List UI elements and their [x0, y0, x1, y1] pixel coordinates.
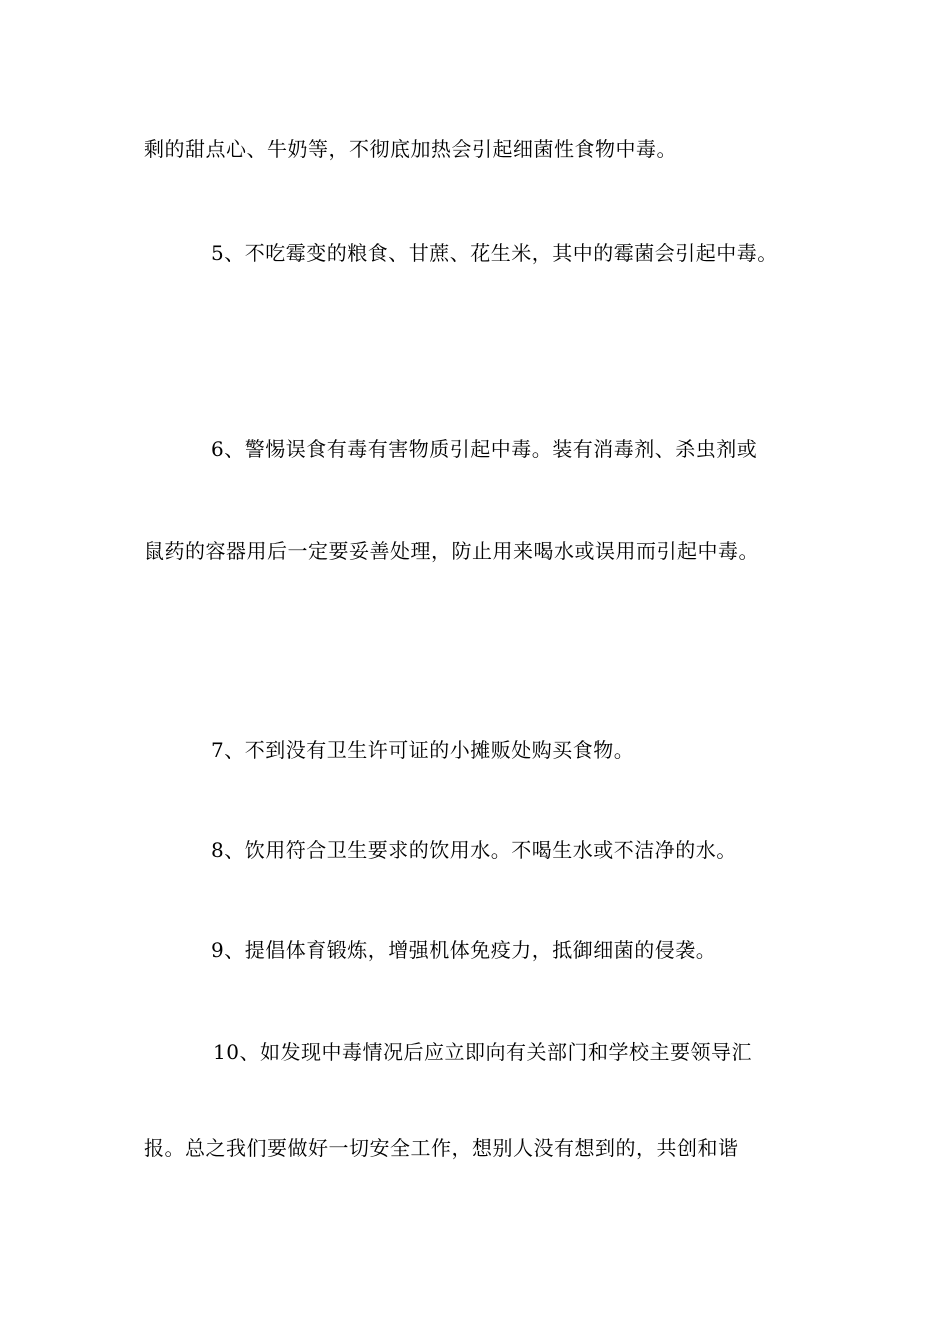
text-line-item-10-continuation: 报。总之我们要做好一切安全工作，想别人没有想到的，共创和谐	[144, 1136, 739, 1160]
text-line-item-7: 7、不到没有卫生许可证的小摊贩处购买食物。	[211, 738, 635, 762]
text-line-item-9: 9、提倡体育锻炼，增强机体免疫力，抵御细菌的侵袭。	[211, 938, 717, 962]
text-line-item-8: 8、饮用符合卫生要求的饮用水。不喝生水或不洁净的水。	[211, 838, 737, 862]
text-line-item-6: 6、警惕误食有毒有害物质引起中毒。装有消毒剂、杀虫剂或	[211, 437, 758, 461]
text-line-item-10: 10、如发现中毒情况后应立即向有关部门和学校主要领导汇	[213, 1040, 752, 1064]
text-line-continuation-4: 剩的甜点心、牛奶等，不彻底加热会引起细菌性食物中毒。	[144, 137, 677, 161]
text-line-item-5: 5、不吃霉变的粮食、甘蔗、花生米，其中的霉菌会引起中毒。	[211, 241, 778, 265]
text-line-item-6-continuation: 鼠药的容器用后一定要妥善处理，防止用来喝水或误用而引起中毒。	[144, 539, 759, 563]
